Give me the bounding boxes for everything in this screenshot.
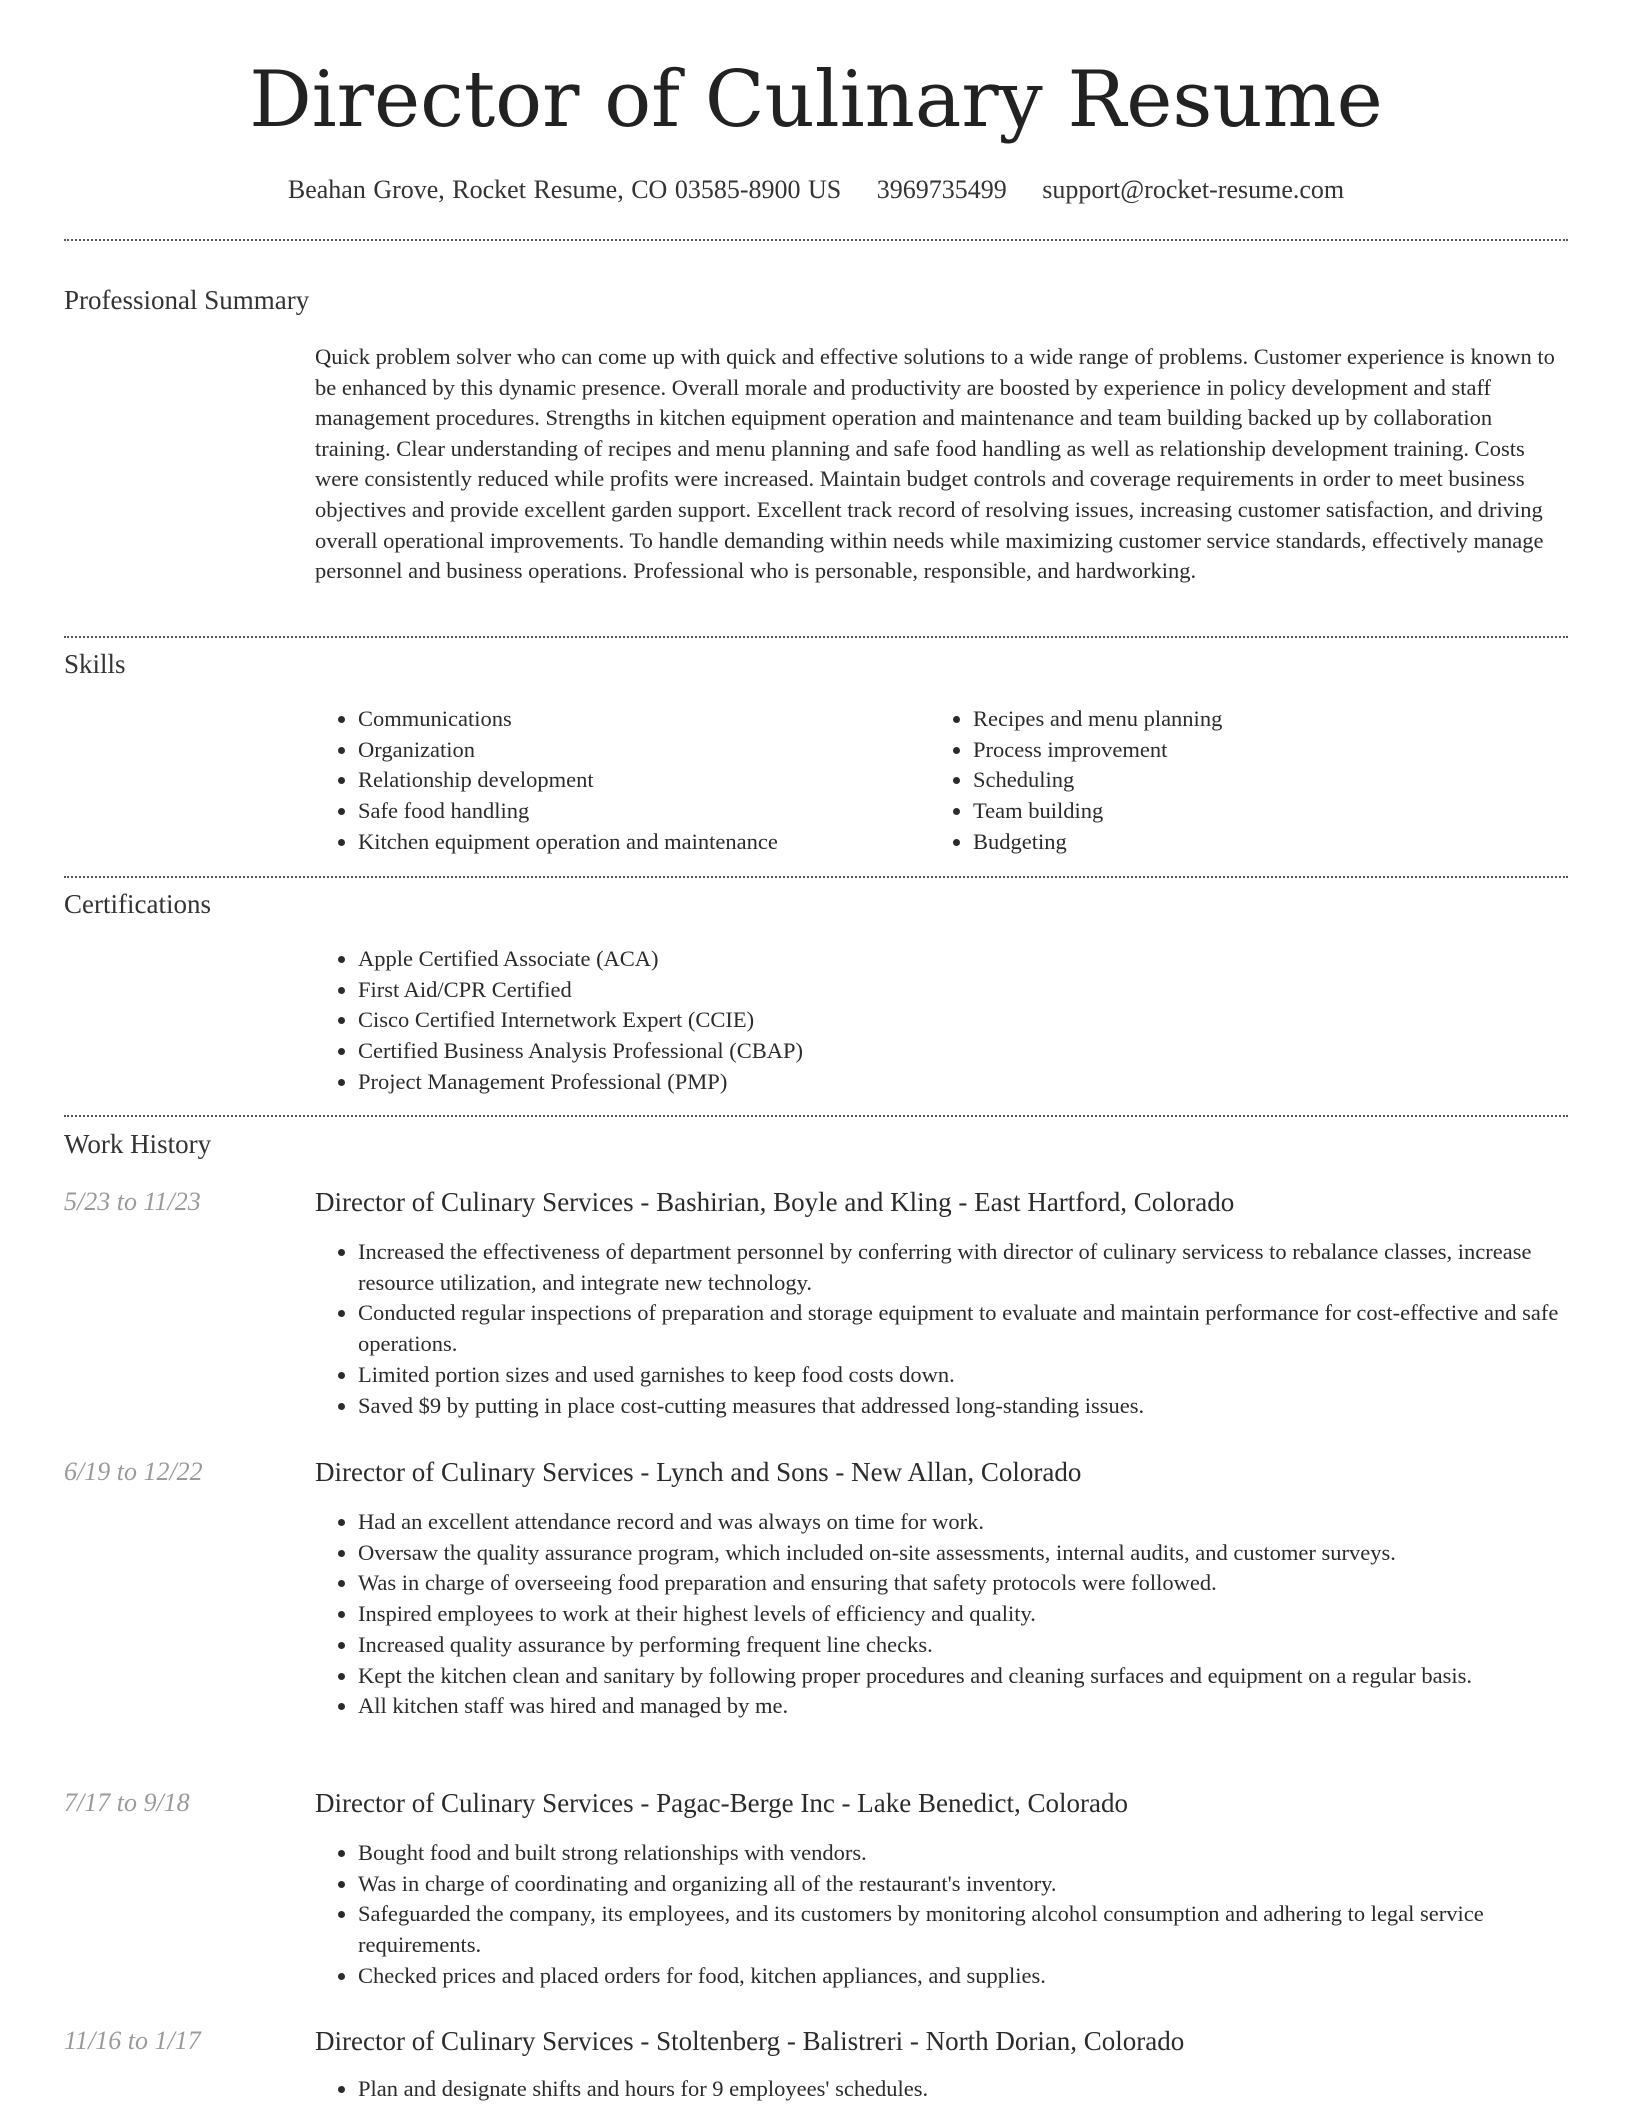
list-item: • Checked prices and placed orders for food, kitchen appliances, and supplies. [358, 1961, 1588, 1992]
section-heading-skills: Skills [64, 649, 126, 679]
list-item: • All kitchen staff was hired and managed by me. [358, 1691, 1588, 1722]
job-title: Director of Culinary Services - Stoltenberg - Balistreri - North Dorian, Colorado [315, 2026, 1185, 2056]
job-title: Director of Culinary Services - Pagac-Berge Inc - Lake Benedict, Colorado [315, 1788, 1128, 1818]
list-item: • Inspired employees to work at their highest levels of efficiency and quality. [358, 1599, 1588, 1630]
section-heading-summary: Professional Summary [64, 285, 310, 315]
list-item: • Relationship development [358, 765, 918, 796]
list-item: • Kitchen equipment operation and maintenance [358, 827, 918, 858]
contact-email: support@rocket-resume.com [1042, 175, 1345, 204]
list-item: • Team building [973, 796, 1573, 827]
skills-list-left [314, 704, 918, 858]
list-item: • Increased quality assurance by performing frequent line checks. [358, 1630, 1588, 1661]
job-title: Director of Culinary Services - Bashirian, Boyle and Kling - East Hartford, Colorado [315, 1187, 1235, 1217]
list-item: • Safeguarded the company, its employees, and its customers by monitoring alcohol consumption and adhering to legal service requirements. [358, 1899, 1588, 1960]
list-item: • Plan and designate shifts and hours for 9 employees' schedules. [358, 2074, 1588, 2105]
divider [64, 876, 1568, 878]
skills-list-right [929, 704, 1573, 858]
list-item: • Recipes and menu planning [973, 704, 1573, 735]
job-dates: 11/16 to 1/17 [64, 2026, 201, 2055]
list-item: • Project Management Professional (PMP) [358, 1067, 1558, 1098]
job-title: Director of Culinary Services - Lynch and Sons - New Allan, Colorado [315, 1457, 1082, 1487]
job-bullets [314, 1838, 1588, 1992]
summary-text: Quick problem solver who can come up with quick and effective solutions to a wide range of problems. Customer experience is known to be enhanced by this dynamic presence. Overall morale and productivity are boosted by experience in policy development and staff management procedures. Strengths in kitchen equipment operation and maintenance and team building backed up by collaboration training. Clear understanding of recipes and menu planning and safe food handling as well as relationship development training. Costs were consistently reduced while profits were increased. Maintain budget controls and coverage requirements in order to meet business objectives and provide excellent garden support. Excellent track record of resolving issues, increasing customer satisfaction, and driving overall operational improvements. To handle demanding within needs while maximizing customer service standards, effectively manage personnel and business operations. Professional who is personable, responsible, and hardworking. [315, 344, 1555, 584]
job-dates: 6/19 to 12/22 [64, 1457, 203, 1486]
divider [64, 636, 1568, 638]
divider [64, 1115, 1568, 1117]
contact-line [0, 170, 1632, 210]
list-item: • Increased the effectiveness of department personnel by conferring with director of culinary servicess to rebalance classes, increase resource utilization, and integrate new technology. [358, 1237, 1588, 1298]
list-item: • Communications [358, 704, 918, 735]
list-item: • Conducted regular inspections of preparation and storage equipment to evaluate and maintain performance for cost-effective and safe operations. [358, 1298, 1588, 1359]
job-bullets [314, 1507, 1588, 1722]
divider [64, 239, 1568, 241]
list-item: • Safe food handling [358, 796, 918, 827]
contact-phone: 3969735499 [876, 175, 1007, 204]
list-item: • Apple Certified Associate (ACA) [358, 944, 1558, 975]
list-item: • Kept the kitchen clean and sanitary by following proper procedures and cleaning surfaces and equipment on a regular basis. [358, 1661, 1588, 1692]
list-item: • Saved $9 by putting in place cost-cutting measures that addressed long-standing issues. [358, 1391, 1588, 1422]
list-item: • Was in charge of coordinating and organizing all of the restaurant's inventory. [358, 1869, 1588, 1900]
list-item: • Oversaw the quality assurance program, which included on-site assessments, internal audits, and customer surveys. [358, 1538, 1588, 1569]
list-item: • Scheduling [973, 765, 1573, 796]
list-item: • Was in charge of overseeing food preparation and ensuring that safety protocols were followed. [358, 1568, 1588, 1599]
list-item: • Limited portion sizes and used garnishes to keep food costs down. [358, 1360, 1588, 1391]
contact-address: Beahan Grove, Rocket Resume, CO 03585-8900 US [287, 175, 842, 204]
resume-title: Director of Culinary Resume [249, 55, 1383, 145]
section-heading-certifications: Certifications [64, 889, 211, 919]
job-dates: 7/17 to 9/18 [64, 1788, 190, 1817]
list-item: • First Aid/CPR Certified [358, 975, 1558, 1006]
list-item: • Bought food and built strong relationships with vendors. [358, 1838, 1588, 1869]
job-dates: 5/23 to 11/23 [64, 1187, 201, 1216]
job-bullets [314, 1237, 1588, 1421]
certifications-list [314, 944, 1558, 1098]
list-item: • Certified Business Analysis Professional (CBAP) [358, 1036, 1558, 1067]
list-item: • Process improvement [973, 735, 1573, 766]
section-heading-work-history: Work History [64, 1129, 212, 1159]
list-item: • Organization [358, 735, 918, 766]
job-bullets [314, 2074, 1588, 2105]
list-item: • Budgeting [973, 827, 1573, 858]
list-item: • Cisco Certified Internetwork Expert (CCIE) [358, 1005, 1558, 1036]
list-item: • Had an excellent attendance record and was always on time for work. [358, 1507, 1588, 1538]
